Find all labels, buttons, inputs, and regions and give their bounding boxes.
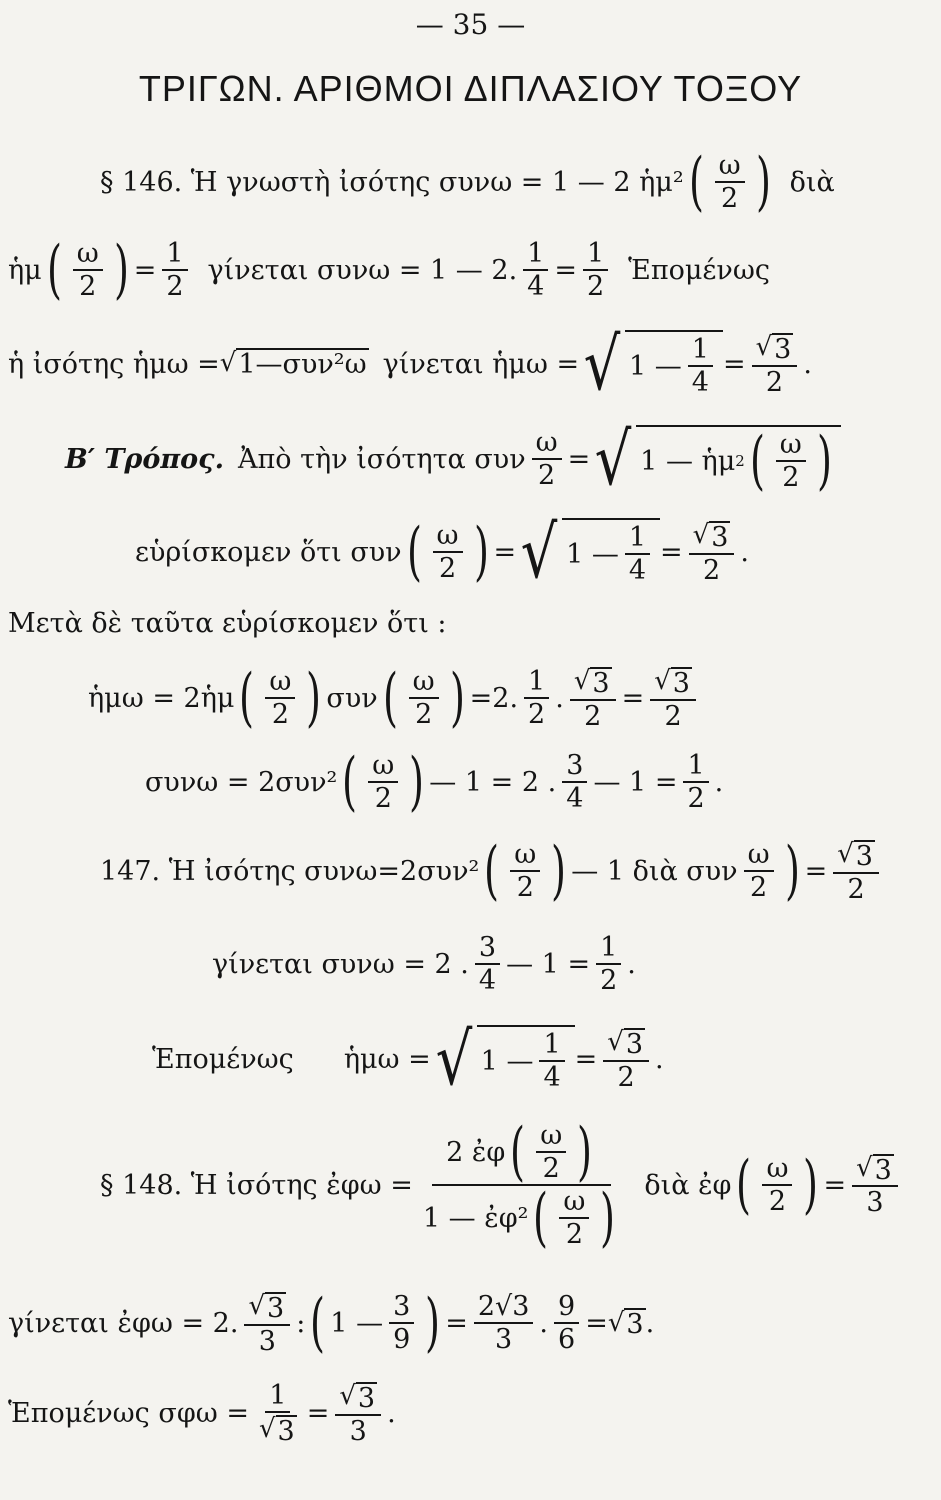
equals: =: [306, 1397, 330, 1429]
sqrt-expression: √ 1 — ἡμ 2 ( $\frac{\omega}{2}$ ): [590, 425, 841, 493]
equals: =: [660, 536, 683, 568]
ginetai-text: γίνεται συνω = 1 — 2.: [207, 254, 518, 286]
fraction: 1 √ 3: [258, 1380, 295, 1448]
s148-line2: γίνεται ἐφω = 2. √ 3 3 : ( 1 — $\frac{3}{9}$ ) = $\frac{2√3}{3}$ . $\frac{9}{6}$ = √ 3 .: [8, 1286, 655, 1361]
fraction: √ 3 2: [689, 519, 735, 586]
sqrt-expression: √ 1 — $\frac{1}{4}$: [579, 330, 723, 398]
fraction: $\frac{\omega}{2}$: [744, 839, 774, 903]
fraction: $\frac{3}{4}$: [562, 750, 587, 814]
equals: =: [823, 1169, 847, 1201]
fraction: $\frac{\omega}{2}$: [715, 150, 745, 214]
ginetai-text: γίνεται συνω = 2 .: [212, 948, 469, 980]
equals: =: [554, 254, 577, 286]
himo-eq: ἡμω = 2ἡμ: [88, 682, 235, 714]
s147-line2: γίνεται συνω = 2 . $\frac{3}{4}$ — 1 = $\frac{1}{2}$ .: [212, 932, 636, 997]
fraction: $\frac{2√3}{3}$: [474, 1291, 534, 1355]
s148-line1: § 148. Ἡ ἰσότης ἐφω = 2 ἐφ ( $\frac{\omega}{2}$ ) 1 — ἐφ² ( $\frac{\omega}{2}$ ) διὰ ἐφ ( $\frac{\omega}{2}$ ) = √ 3 3: [100, 1120, 904, 1250]
fraction: $\frac{\omega}{2}$: [762, 1153, 792, 1217]
fraction: $\frac{\omega}{2}$: [368, 750, 398, 814]
tropos-heading: Β′ Τρόπος.: [65, 443, 225, 475]
s146-line2: [8, 233, 770, 308]
s147-lead: 147. Ἡ ἰσότης συνω=2συν²: [100, 855, 480, 887]
sqrt-expression: √ 1 — $\frac{1}{4}$: [516, 518, 660, 586]
s146-line3: ἡ ἰσότης ἡμω = √ 1—συν²ω γίνεται ἡμω = √ 1 — $\frac{1}{4}$ = √ 3 2 .: [8, 322, 812, 406]
s146-lead: § 146. Ἡ γνωστὴ ἰσότης συνω = 1 — 2 ἡμ²: [100, 166, 684, 198]
page-number: — 35 —: [415, 8, 526, 41]
fraction: $\frac{1}{4}$: [523, 238, 548, 302]
fraction: $\frac{\omega}{2}$: [532, 427, 562, 491]
meta-text: Μετὰ δὲ ταῦτα εὑρίσκομεν ὅτι :: [8, 608, 447, 639]
equals: =: [574, 1043, 598, 1075]
fraction: $\frac{\omega}{2}$: [510, 839, 540, 903]
s147-mid: — 1 διὰ συν: [571, 855, 738, 887]
ginetai-text: γίνεται ἐφω = 2.: [8, 1307, 239, 1339]
s148-line3: Ἑπομένως σφω = 1 √ 3 = √ 3 3 .: [8, 1380, 396, 1448]
fraction: √ 3 2: [570, 665, 616, 732]
lparen: (: [688, 145, 704, 220]
fraction: √ 3 2: [603, 1026, 649, 1093]
fraction: $\frac{3}{9}$: [389, 1291, 414, 1355]
epomenos-text: Ἑπομένως: [628, 254, 770, 286]
syno-line: συνω = 2συν² ( $\frac{\omega}{2}$ ) — 1 = 2 . $\frac{3}{4}$ — 1 = $\frac{1}{2}$ .: [145, 745, 724, 820]
s147-line3: Ἑπομένως ἡμω = √ 1 — $\frac{1}{4}$ = √ 3 2 .: [152, 1017, 664, 1101]
fraction: $\frac{\omega}{2}$: [409, 666, 439, 730]
fraction: √ 3 3: [335, 1380, 381, 1447]
isotis-text: ἡ ἰσότης ἡμω =: [8, 348, 220, 380]
equals: =: [133, 254, 157, 286]
syn-word: συν: [326, 682, 378, 714]
ginetai-text: γίνεται ἡμω =: [382, 348, 580, 380]
fraction: $\frac{1}{2}$: [583, 238, 608, 302]
him-word: ἡμ: [8, 254, 42, 286]
fraction: √ 3 3: [244, 1290, 290, 1357]
tropos-line: [65, 417, 841, 501]
epomenos-text: Ἑπομένως σφω =: [8, 1397, 249, 1429]
himo-eq: ἡμω =: [343, 1043, 431, 1075]
himo-line: ἡμω = 2ἡμ ( $\frac{\omega}{2}$ ) συν ( $\frac{\omega}{2}$ ) = 2 . $\frac{1}{2}$ . √ 3 2 = √ 3 2: [88, 665, 702, 732]
rparen: ): [113, 233, 129, 308]
big-fraction: 2 ἐφ ( $\frac{\omega}{2}$ ) 1 — ἐφ² ( $\frac{\omega}{2}$ ): [422, 1115, 616, 1256]
sqrt-expression: √ 1—συν²ω: [219, 348, 367, 381]
fraction: $\frac{1}{2}$: [596, 932, 621, 996]
equals: =: [722, 348, 746, 380]
fraction: $\frac{9}{6}$: [554, 1291, 579, 1355]
fraction: $\frac{1}{2}$: [162, 238, 187, 302]
dia-word: διὰ ἐφ: [644, 1169, 732, 1201]
eur-text: εὑρίσκομεν ὅτι συν: [135, 536, 402, 568]
fraction: $\frac{3}{4}$: [475, 932, 500, 996]
equals: =: [469, 682, 493, 714]
eur-line: εὑρίσκομεν ὅτι συν ( $\frac{\omega}{2}$ ) = √ 1 — $\frac{1}{4}$ = √ 3 2 .: [135, 510, 750, 594]
equals: =: [804, 855, 828, 887]
sqrt-expression: √ 1 — $\frac{1}{4}$: [431, 1025, 575, 1093]
lparen: (: [46, 233, 62, 308]
page-title: ΤΡΙΓΩΝ. ΑΡΙΘΜΟΙ ΔΙΠΛΑΣΙΟΥ ΤΟΞΟΥ: [138, 68, 803, 109]
fraction: √ 3 2: [833, 838, 879, 905]
s147-line1: 147. Ἡ ἰσότης συνω=2συν² ( $\frac{\omega}{2}$ ) — 1 διὰ συν $\frac{\omega}{2}$ ) = √ 3 2: [100, 838, 885, 905]
fraction: √ 3 2: [752, 331, 798, 398]
fraction: √ 3 2: [650, 665, 696, 732]
equals: =: [585, 1307, 608, 1339]
equals: =: [445, 1307, 468, 1339]
s146-line1: [100, 145, 835, 220]
rparen: ): [755, 145, 771, 220]
fraction: $\frac{\omega}{2}$: [433, 520, 463, 584]
fraction: $\frac{\omega}{2}$: [73, 238, 103, 302]
equals: =: [621, 682, 645, 714]
fraction: $\frac{1}{2}$: [683, 750, 708, 814]
dia-word: διὰ: [789, 166, 835, 198]
equals: =: [567, 443, 591, 475]
syno-eq: συνω = 2συν²: [145, 766, 338, 798]
apo-text: Ἀπὸ τὴν ἰσότητα συν: [238, 443, 526, 475]
epomenos-text: Ἑπομένως: [152, 1043, 294, 1075]
equals: =: [493, 536, 517, 568]
fraction: $\frac{1}{2}$: [524, 666, 549, 730]
s148-lead: § 148. Ἡ ἰσότης ἐφω =: [100, 1169, 413, 1201]
fraction: $\frac{\omega}{2}$: [265, 666, 295, 730]
meta-line: [8, 608, 446, 639]
fraction: √ 3 3: [852, 1152, 898, 1219]
